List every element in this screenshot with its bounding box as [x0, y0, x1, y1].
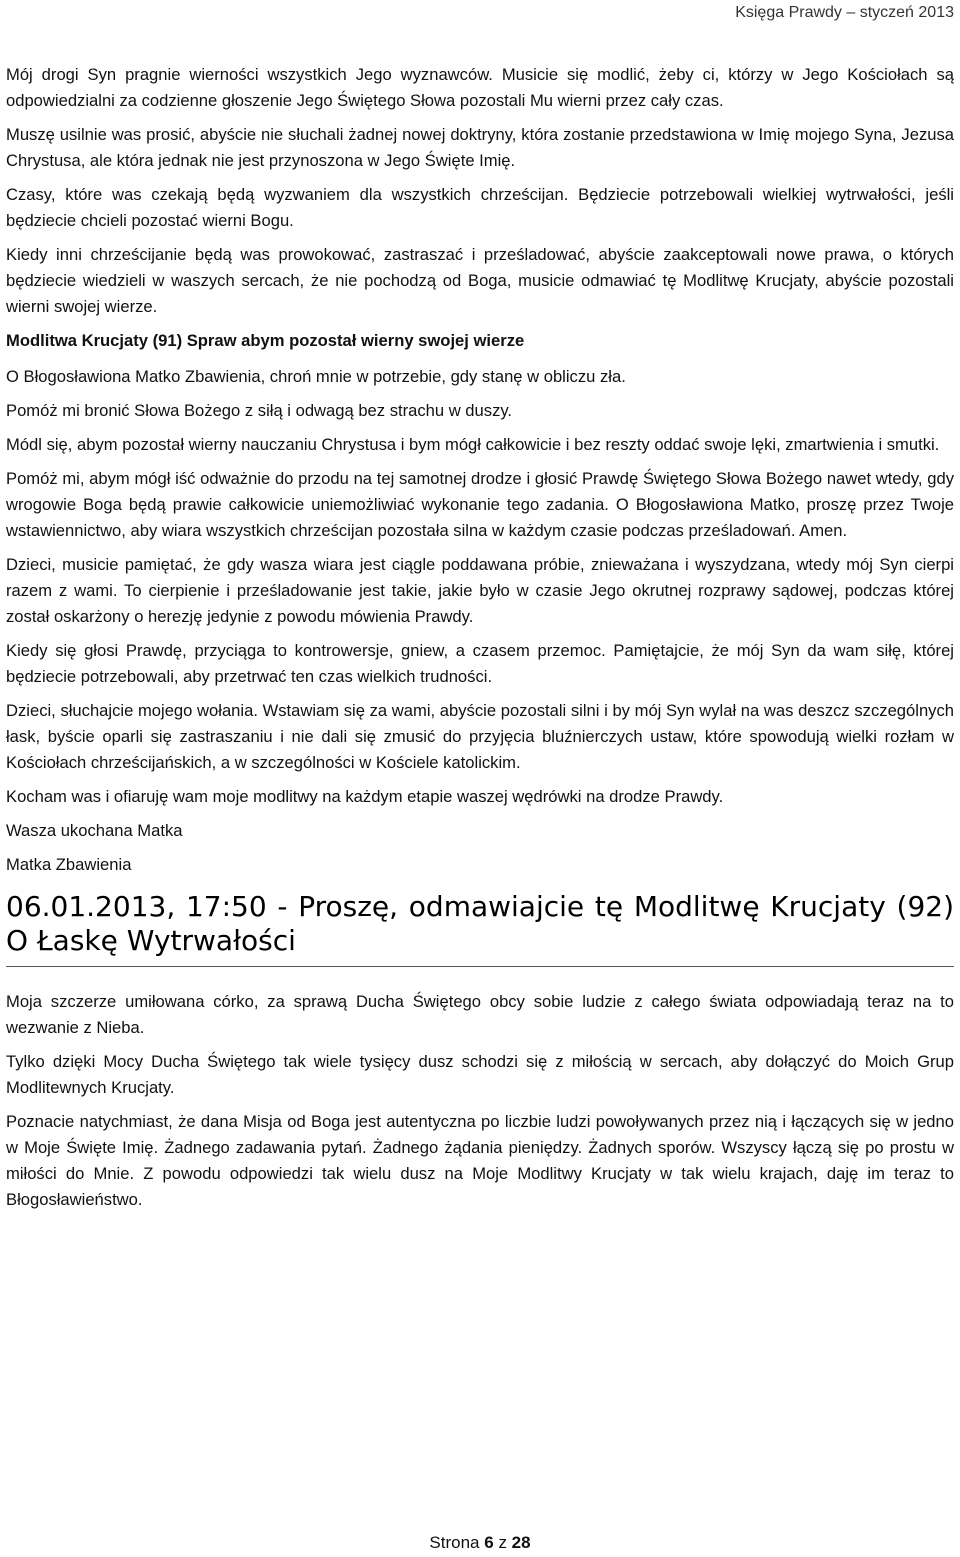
paragraph: Czasy, które was czekają będą wyzwaniem dla wszystkich chrześcijan. Będziecie potrzebowali wielkiej wytrwałości, jeśli będziecie chcieli pozostać wierni Bogu. — [6, 185, 954, 230]
paragraph: Módl się, abym pozostał wierny nauczaniu Chrystusa i bym mógł całkowicie i bez reszty oddać swoje lęki, zmartwienia i smutki. — [6, 435, 940, 454]
paragraph: Mój drogi Syn pragnie wierności wszystkich Jego wyznawców. Musicie się modlić, żeby ci, którzy w Jego Kościołach są odpowiedzialni za codzienne głoszenie Jego Świętego Słowa pozostali Mu wierni przez cały czas. — [6, 65, 954, 110]
signature-line: Matka Zbawienia — [6, 855, 132, 874]
page-of-label: z — [498, 1533, 507, 1552]
page-footer — [0, 1533, 960, 1553]
paragraph: Pomóż mi bronić Słowa Bożego z siłą i odwagą bez strachu w duszy. — [6, 401, 513, 420]
paragraph: Kiedy inni chrześcijanie będą was prowokować, zastraszać i prześladować, abyście zaakceptowali nowe prawa, o których będziecie wiedzieli w waszych sercach, że nie pochodzą od Boga, musicie odmawiać tę Modlitwę Krucjaty, abyście pozostali wierni swojej wierze. — [6, 245, 954, 316]
page-number: 6 — [484, 1533, 494, 1552]
paragraph: Poznacie natychmiast, że dana Misja od Boga jest autentyczna po liczbie ludzi powoływanych przez nią i łączących się w jedno w Moje Święte Imię. Żadnego zadawania pytań. Żadnego żądania pieniędzy. Żadnych sporów. Wszyscy łączą się po prostu w miłości do Mnie. Z powodu odpowiedzi tak wielu dusz na Moje Modlitwy Krucjaty w tak wielu krajach, daję im teraz to Błogosławieństwo. — [6, 1112, 954, 1209]
paragraph: Muszę usilnie was prosić, abyście nie słuchali żadnej nowej doktryny, która zostanie przedstawiona w Imię mojego Syna, Jezusa Chrystusa, ale która jednak nie jest przynoszona w Jego Święte Imię. — [6, 125, 954, 170]
paragraph: Dzieci, słuchajcie mojego wołania. Wstawiam się za wami, abyście pozostali silni i by mój Syn wylał na was deszcz szczególnych łask, byście oparli się zastraszaniu i nie dali się zmusić do przyjęcia bluźnierczych ustaw, które spowodują wielki rozłam w Kościołach chrześcijańskich, a w szczególności w Kościele katolickim. — [6, 701, 954, 772]
paragraph: Pomóż mi, abym mógł iść odważnie do przodu na tej samotnej drodze i głosić Prawdę Świętego Słowa Bożego nawet wtedy, gdy wrogowie Boga będą prawie całkowicie uniemożliwiać wykonanie tego zadania. O Błogosławiona Matko, proszę przez Twoje wstawiennictwo, aby wiara wszystkich chrześcijan pozostała silna w każdym czasie podczas prześladowań. Amen. — [6, 469, 954, 540]
signature-line: Wasza ukochana Matka — [6, 821, 183, 840]
running-header: Księga Prawdy – styczeń 2013 — [735, 4, 954, 21]
entry-title: 06.01.2013, 17:50 - Proszę, odmawiajcie tę Modlitwę Krucjaty (92) O Łaskę Wytrwałości — [6, 890, 954, 957]
page-label: Strona — [429, 1533, 480, 1552]
paragraph: Dzieci, musicie pamiętać, że gdy wasza wiara jest ciągle poddawana próbie, znieważana i wyszydzana, wtedy mój Syn cierpi razem z wami. To cierpienie i prześladowanie jest takie, jakie było w czasie Jego okrutnej rozprawy sądowej, podczas której został oskarżony o herezję jedynie z powodu mówienia Prawdy. — [6, 555, 954, 626]
paragraph: Kiedy się głosi Prawdę, przyciąga to kontrowersje, gniew, a czasem przemoc. Pamiętajcie, że mój Syn da wam siłę, której będziecie potrzebowali, aby przetrwać ten czas wielkich trudności. — [6, 641, 954, 686]
prayer-heading: Modlitwa Krucjaty (91) Spraw abym pozostał wierny swojej wierze — [6, 331, 525, 350]
title-divider — [6, 966, 954, 967]
paragraph: Tylko dzięki Mocy Ducha Świętego tak wiele tysięcy dusz schodzi się z miłością w sercach, aby dołączyć do Moich Grup Modlitewnych Krucjaty. — [6, 1052, 954, 1097]
paragraph: O Błogosławiona Matko Zbawienia, chroń mnie w potrzebie, gdy stanę w obliczu zła. — [6, 367, 626, 386]
paragraph: Kocham was i ofiaruję wam moje modlitwy na każdym etapie waszej wędrówki na drodze Prawdy. — [6, 787, 724, 806]
paragraph: Moja szczerze umiłowana córko, za sprawą Ducha Świętego obcy sobie ludzie z całego świata odpowiadają teraz na to wezwanie z Nieba. — [6, 992, 954, 1037]
document-body — [6, 62, 954, 1221]
page-total: 28 — [511, 1533, 531, 1552]
